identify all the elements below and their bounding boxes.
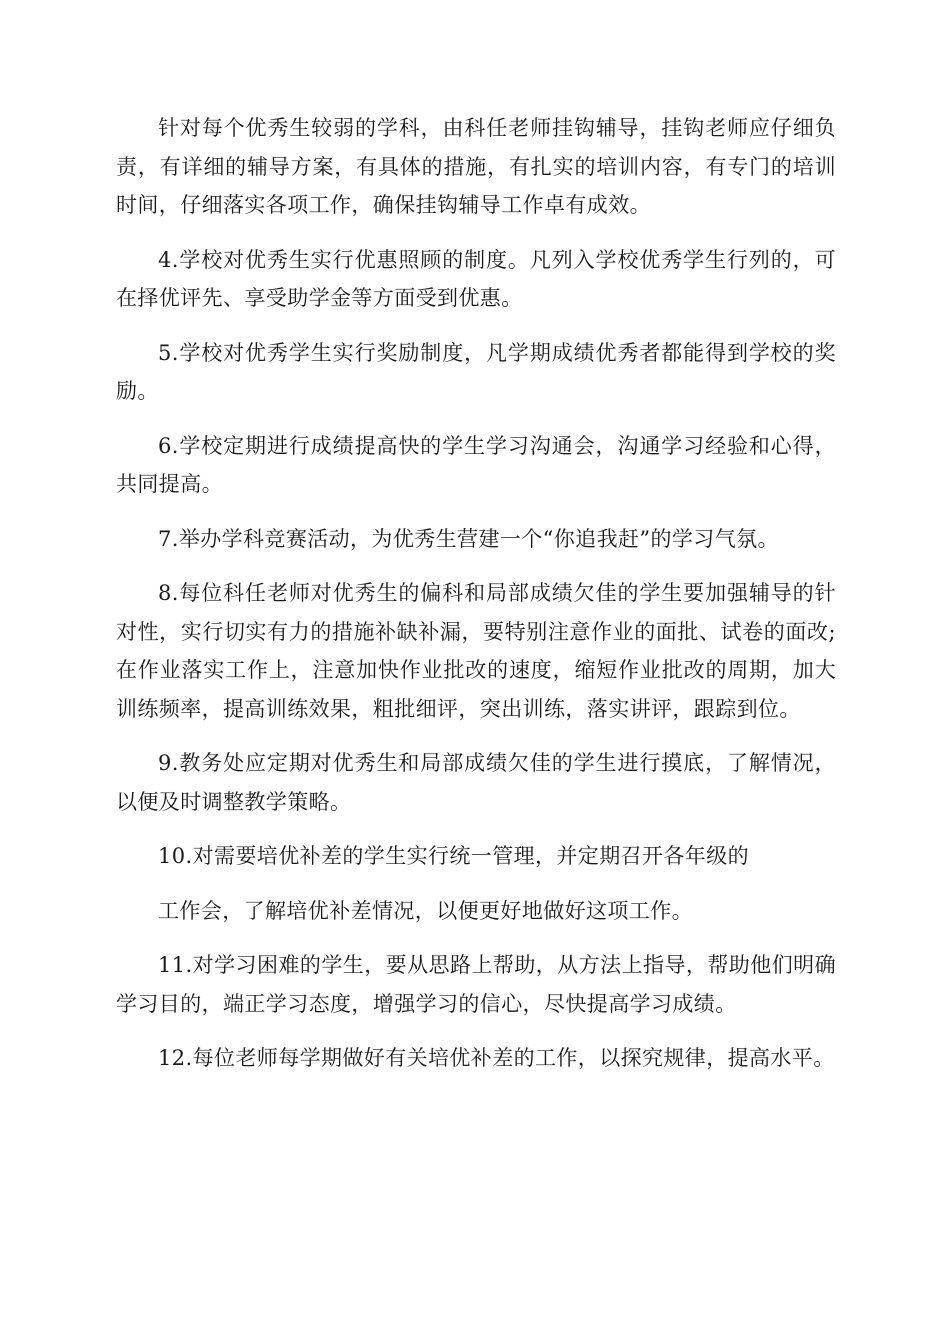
paragraph-item-11: 11.对学习困难的学生，要从思路上帮助，从方法上指导，帮助他们明确学习目的，端正学习态度，增强学习的信心，尽快提高学习成绩。: [116, 953, 836, 1016]
paragraph-item-4: 4.学校对优秀生实行优惠照顾的制度。凡列入学校优秀学生行列的，可在择优评先、享受助学金等方面受到优惠。: [116, 247, 836, 310]
paragraph-item-5: 5.学校对优秀学生实行奖励制度，凡学期成绩优秀者都能得到学校的奖励。: [116, 340, 836, 403]
paragraph-intro: 针对每个优秀生较弱的学科，由科任老师挂钩辅导，挂钩老师应仔细负责，有详细的辅导方案，有具体的措施，有扎实的培训内容，有专门的培训时间，仔细落实各项工作，确保挂钩辅导工作卓有成效。: [116, 116, 836, 217]
paragraph-item-10-continued: 工作会，了解培优补差情况，以便更好地做好这项工作。: [158, 898, 693, 923]
paragraph-item-12: 12.每位老师每学期做好有关培优补差的工作，以探究规律，提高水平。: [158, 1046, 835, 1070]
paragraph-item-10: 10.对需要培优补差的学生实行统一管理，并定期召开各年级的: [158, 844, 749, 868]
document-body: [116, 109, 836, 1078]
paragraph-item-8: 8.每位科任老师对优秀生的偏科和局部成绩欠佳的学生要加强辅导的针对性，实行切实有力的措施补缺补漏，要特别注意作业的面批、试卷的面改;在作业落实工作上，注意加快作业批改的速度，缩短作业批改的周期，加大训练频率，提高训练效果，粗批细评，突出训练，落实讲评，跟踪到位。: [116, 581, 836, 721]
paragraph-item-7: 7.举办学科竞赛活动，为优秀生营建一个“你追我赶”的学习气氛。: [158, 526, 779, 551]
paragraph-item-9: 9.教务处应定期对优秀生和局部成绩欠佳的学生进行摸底，了解情况，以便及时调整教学策略。: [116, 751, 836, 814]
paragraph-item-6: 6.学校定期进行成绩提高快的学生学习沟通会，沟通学习经验和心得，共同提高。: [116, 433, 836, 496]
